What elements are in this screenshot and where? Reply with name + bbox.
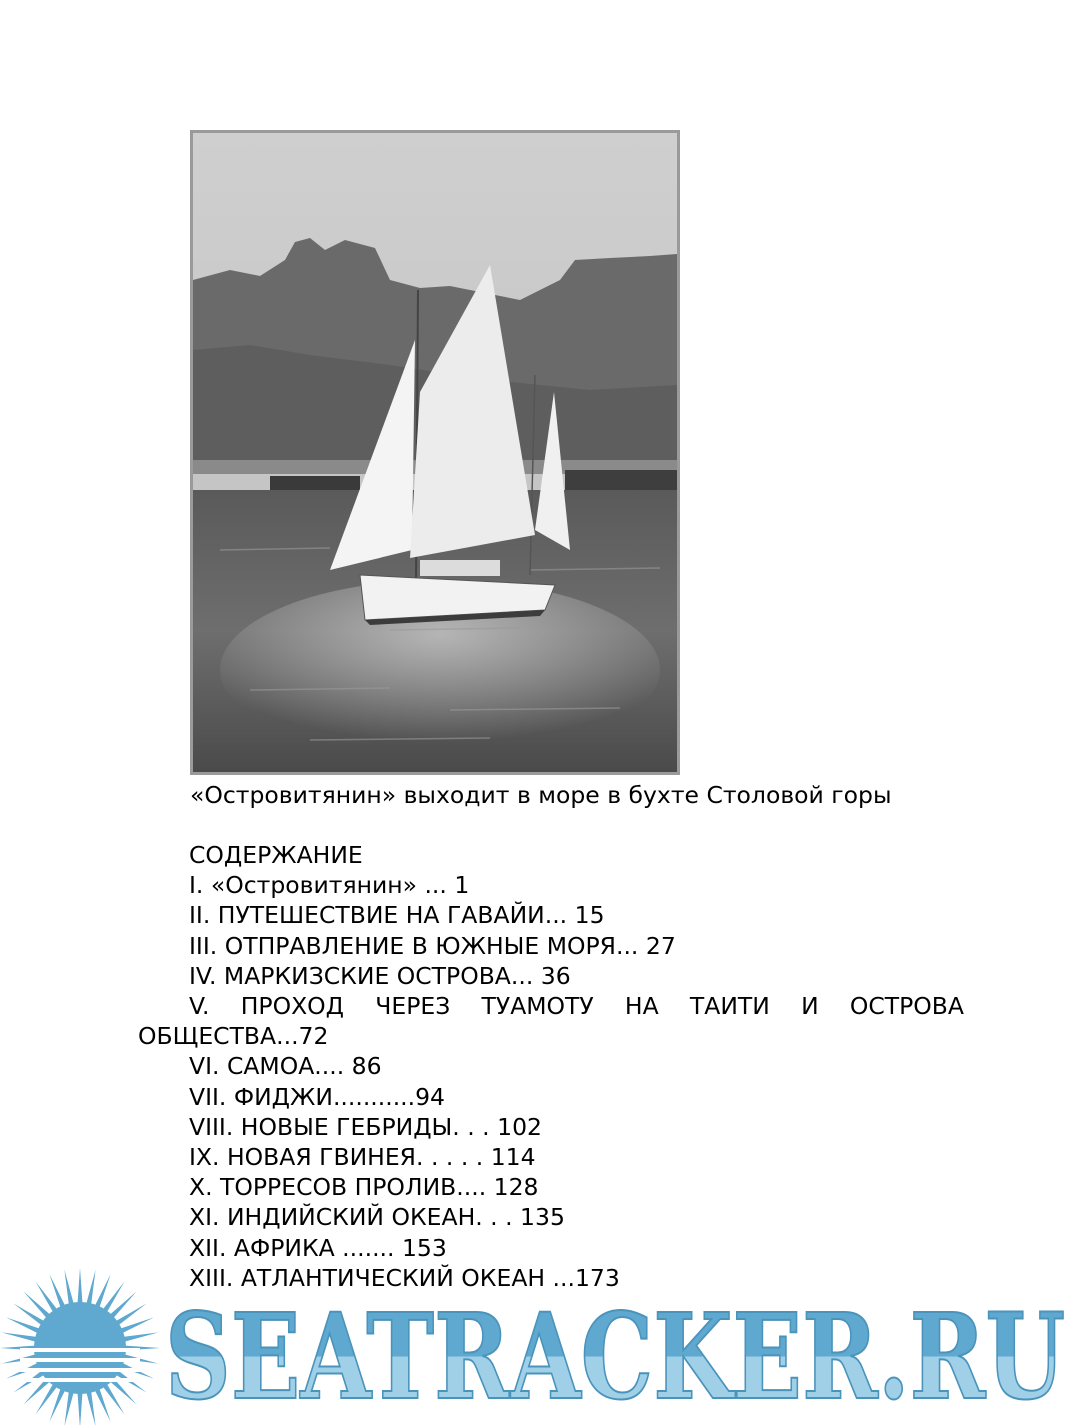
toc-item: XIII. АТЛАНТИЧЕСКИЙ ОКЕАН ...173 xyxy=(189,1263,620,1292)
toc-heading: СОДЕРЖАНИЕ xyxy=(189,841,363,869)
watermark-graphic xyxy=(0,1266,1080,1425)
toc-item: IV. МАРКИЗСКИЕ ОСТРОВА... 36 xyxy=(189,961,571,990)
toc-item: XI. ИНДИЙСКИЙ ОКЕАН. . . 135 xyxy=(189,1203,565,1232)
sailboat-photo xyxy=(190,130,680,775)
sun-icon xyxy=(0,1268,160,1425)
watermark-text: SEATRACKER.RU xyxy=(165,1287,1065,1425)
toc-item: II. ПУТЕШЕСТВИЕ НА ГАВАЙИ... 15 xyxy=(189,901,605,930)
toc-item: I. «Островитянин» ... 1 xyxy=(189,871,470,900)
watermark-logo xyxy=(0,1266,1080,1425)
toc-item: VII. ФИДЖИ...........94 xyxy=(189,1082,446,1111)
toc-item: VI. САМОА.... 86 xyxy=(189,1052,382,1081)
toc-item: X. ТОРРЕСОВ ПРОЛИВ.... 128 xyxy=(189,1173,539,1202)
toc-item: V. ПРОХОД ЧЕРЕЗ ТУАМОТУ НА ТАИТИ И ОСТРОВА xyxy=(189,992,964,1021)
photo-caption: «Островитянин» выходит в море в бухте Столовой горы xyxy=(190,781,892,809)
toc-item: III. ОТПРАВЛЕНИЕ В ЮЖНЫЕ МОРЯ... 27 xyxy=(189,931,676,960)
sailboat-photo-graphic xyxy=(190,130,680,775)
toc-item: IX. НОВАЯ ГВИНЕЯ. . . . . 114 xyxy=(189,1143,536,1172)
toc-item: XII. АФРИКА ....... 153 xyxy=(189,1233,447,1262)
toc-item: VIII. НОВЫЕ ГЕБРИДЫ. . . 102 xyxy=(189,1112,542,1141)
toc-item-continuation: ОБЩЕСТВА...72 xyxy=(138,1022,329,1051)
table-of-contents xyxy=(138,840,964,1293)
toc-item-multiline xyxy=(138,991,964,1051)
